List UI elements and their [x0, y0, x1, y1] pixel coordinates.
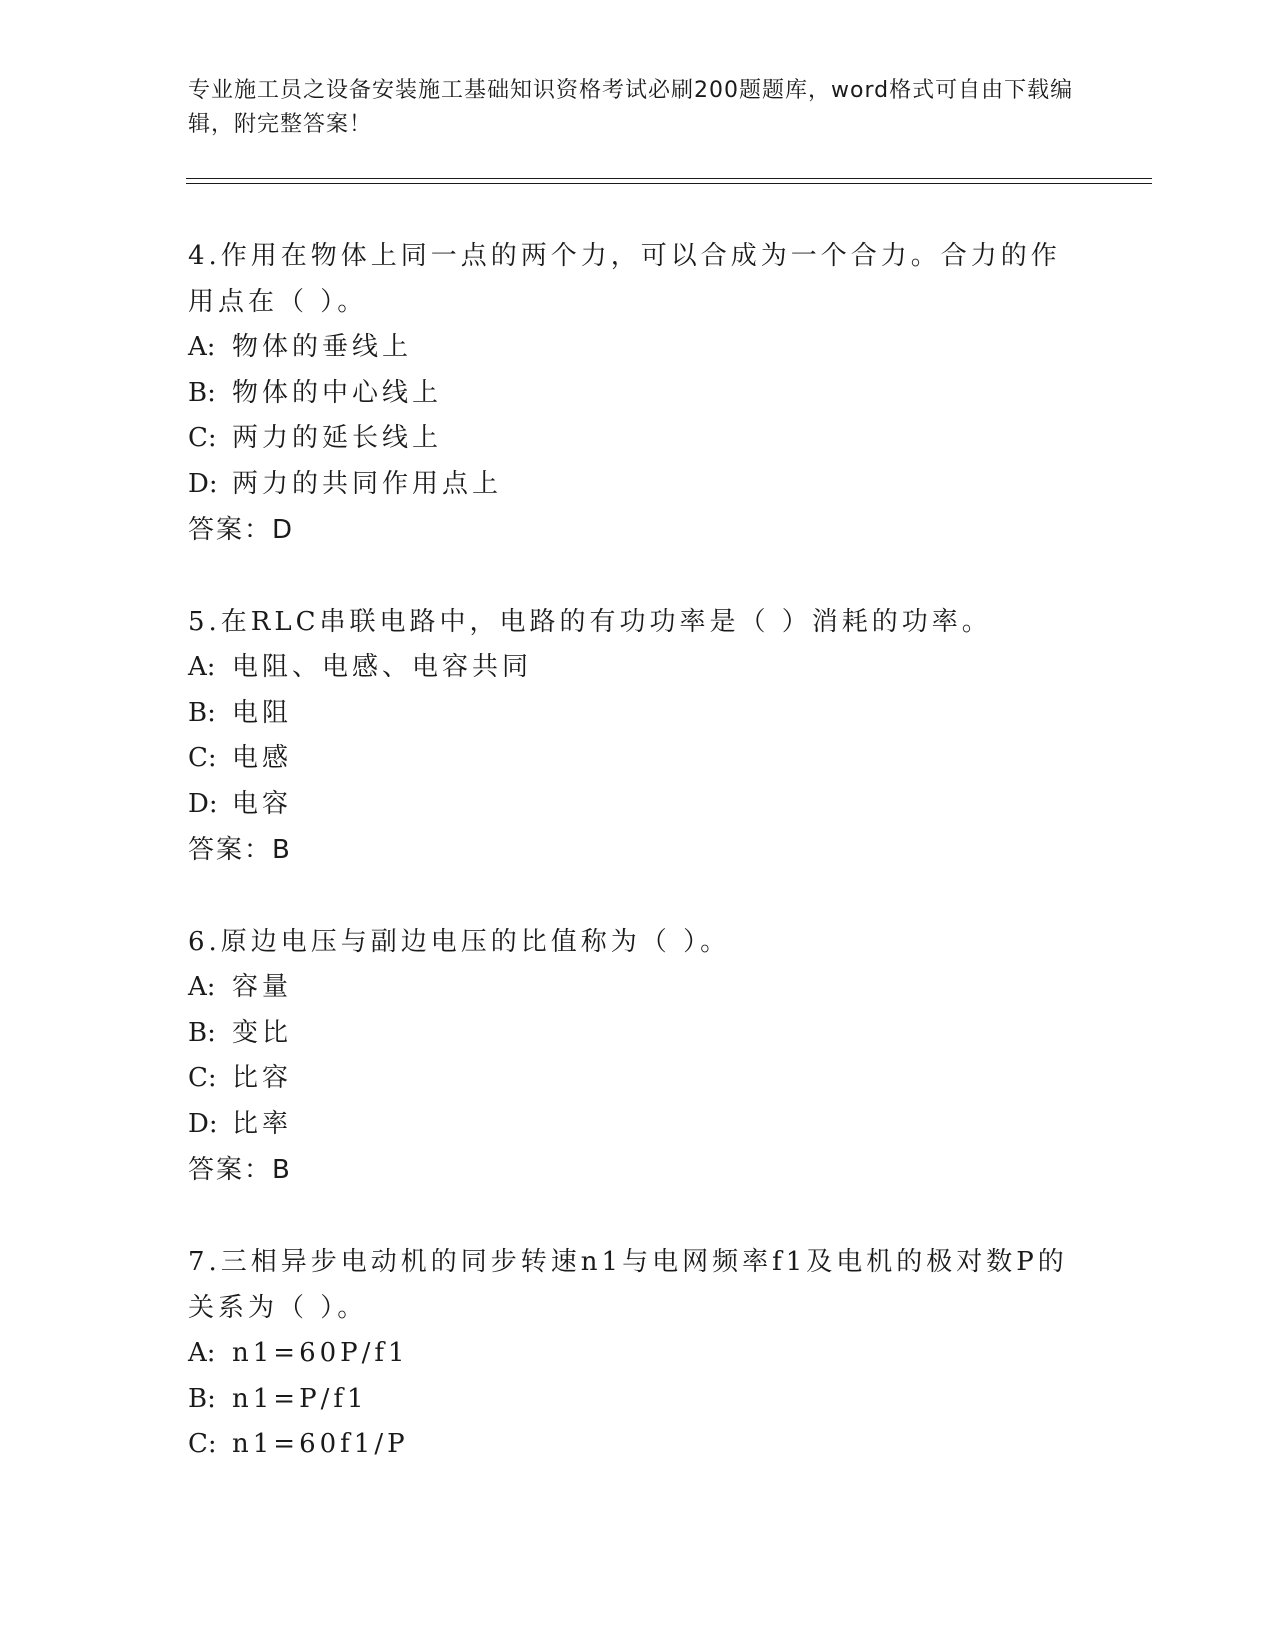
option-letter: A: [188, 332, 216, 362]
option-letter: B: [188, 697, 216, 728]
question-stem: 4.作用在物体上同一点的两个力，可以合成为一个合力。合力的作用点在（ ）。 [188, 241, 1061, 317]
option-a [188, 325, 1088, 371]
option-b [188, 371, 1088, 417]
option-letter: A: [188, 1338, 216, 1368]
question-7 [188, 1239, 1088, 1468]
question-stem: 5.在RLC串联电路中，电路的有功功率是（ ）消耗的功率。 [188, 607, 992, 637]
option-letter: C: [188, 743, 217, 773]
option-text: 两力的共同作用点上 [232, 468, 503, 499]
answer-label: 答案：D [188, 515, 295, 545]
option-d [188, 782, 1088, 828]
question-6 [188, 919, 1088, 1193]
option-b [188, 691, 1088, 737]
option-letter: C: [188, 423, 217, 453]
question-stem: 6.原边电压与副边电压的比值称为（ ）。 [188, 927, 731, 957]
option-a [188, 645, 1088, 691]
option-letter: A: [188, 972, 216, 1002]
question-list [188, 233, 1088, 1514]
option-a [188, 965, 1088, 1011]
option-c [188, 1056, 1088, 1102]
question-5 [188, 599, 1088, 873]
option-text: 比率 [232, 1108, 293, 1139]
option-d [188, 1102, 1088, 1148]
option-text: 容量 [232, 972, 293, 1002]
option-letter: B: [188, 377, 216, 408]
option-d [188, 462, 1088, 508]
option-text: 电阻、电感、电容共同 [232, 652, 533, 682]
option-a [188, 1331, 1088, 1377]
option-text: 物体的垂线上 [232, 332, 413, 362]
option-letter: D: [188, 1108, 218, 1139]
option-letter: D: [188, 468, 218, 499]
option-text: n1=P/f1 [232, 1383, 368, 1414]
option-letter: D: [188, 788, 218, 819]
option-text: n1=60P/f1 [232, 1338, 409, 1368]
header-divider-bottom [186, 183, 1152, 184]
option-b [188, 1011, 1088, 1057]
option-text: n1=60f1/P [232, 1429, 409, 1459]
option-letter: B: [188, 1017, 216, 1048]
document-header: 专业施工员之设备安装施工基础知识资格考试必刷200题题库，word格式可自由下载编辑，附完整答案！ [188, 78, 1074, 137]
option-text: 电感 [232, 743, 293, 773]
option-b [188, 1377, 1088, 1423]
option-text: 两力的延长线上 [232, 423, 443, 453]
option-text: 变比 [232, 1017, 293, 1048]
option-letter: B: [188, 1383, 216, 1414]
header-divider-top [186, 178, 1152, 179]
option-letter: A: [188, 652, 216, 682]
option-c [188, 416, 1088, 462]
option-text: 比容 [232, 1063, 293, 1093]
option-letter: C: [188, 1429, 217, 1459]
option-c [188, 1422, 1088, 1468]
option-letter: C: [188, 1063, 217, 1093]
question-4 [188, 233, 1088, 553]
answer-label: 答案：B [188, 835, 292, 865]
option-text: 电容 [232, 788, 293, 819]
option-c [188, 736, 1088, 782]
answer-label: 答案：B [188, 1155, 292, 1185]
option-text: 物体的中心线上 [232, 377, 443, 408]
option-text: 电阻 [232, 697, 293, 728]
question-stem: 7.三相异步电动机的同步转速n1与电网频率f1及电机的极对数P的关系为（ ）。 [188, 1247, 1068, 1323]
